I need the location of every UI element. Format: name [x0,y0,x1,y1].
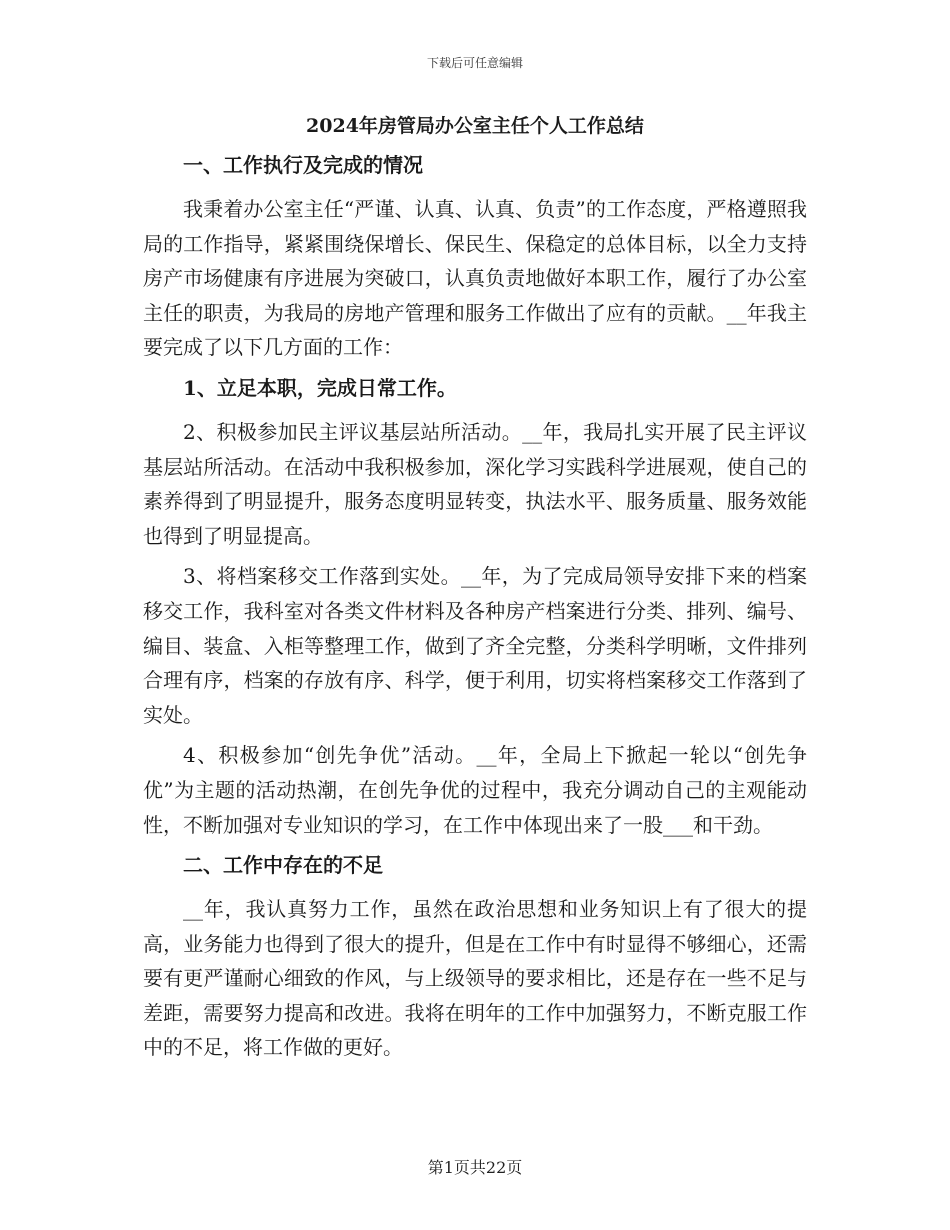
item-heading-1: 1、立足本职，完成日常工作。 [183,375,457,400]
paragraph-shortcomings: __年，我认真努力工作，虽然在政治思想和业务知识上有了很大的提高，业务能力也得到了很大的提升，但是在工作中有时显得不够细心，还需要有更严谨耐心细致的作风，与上级领导的要求相比，还是存在一些不足与差距，需要努力提高和改进。我将在明年的工作中加强努力，不断克服工作中的不足，将工作做的更好。 [143,897,807,1060]
page-footer: 第1页共22页 [427,1158,523,1177]
section-heading-2: 二、工作中存在的不足 [183,853,383,878]
paragraph-item-4: 4、积极参加“创先争优”活动。__年，全局上下掀起一轮以“创先争优”为主题的活动热潮，在创先争优的过程中，我充分调动自己的主观能动性，不断加强对专业知识的学习，在工作中体现出来了一股___和干劲。 [143,743,807,837]
paragraph-item-3: 3、将档案移交工作落到实处。__年，为了完成局领导安排下来的档案移交工作，我科室对各类文件材料及各种房产档案进行分类、排列、编号、编目、装盒、入柜等整理工作，做到了齐全完整，分类科学明晰，文件排列合理有序，档案的存放有序、科学，便于利用，切实将档案移交工作落到了实处。 [143,564,807,727]
header-note: 下载后可任意编辑 [426,56,523,70]
paragraph-item-2: 2、积极参加民主评议基层站所活动。__年，我局扎实开展了民主评议基层站所活动。在活动中我积极参加，深化学习实践科学进展观，使自己的素养得到了明显提升，服务态度明显转变，执法水平、服务质量、服务效能也得到了明显提高。 [143,419,807,548]
document-title: 2024年房管局办公室主任个人工作总结 [306,115,644,137]
paragraph-intro: 我秉着办公室主任“严谨、认真、认真、负责”的工作态度，严格遵照我局的工作指导，紧紧围绕保增长、保民生、保稳定的总体目标，以全力支持房产市场健康有序进展为突破口，认真负责地做好本职工作，履行了办公室主任的职责，为我局的房地产管理和服务工作做出了应有的贡献。__年我主要完成了以下几方面的工作： [143,197,807,360]
section-heading-1: 一、工作执行及完成的情况 [183,153,423,177]
document-body [143,112,807,1071]
